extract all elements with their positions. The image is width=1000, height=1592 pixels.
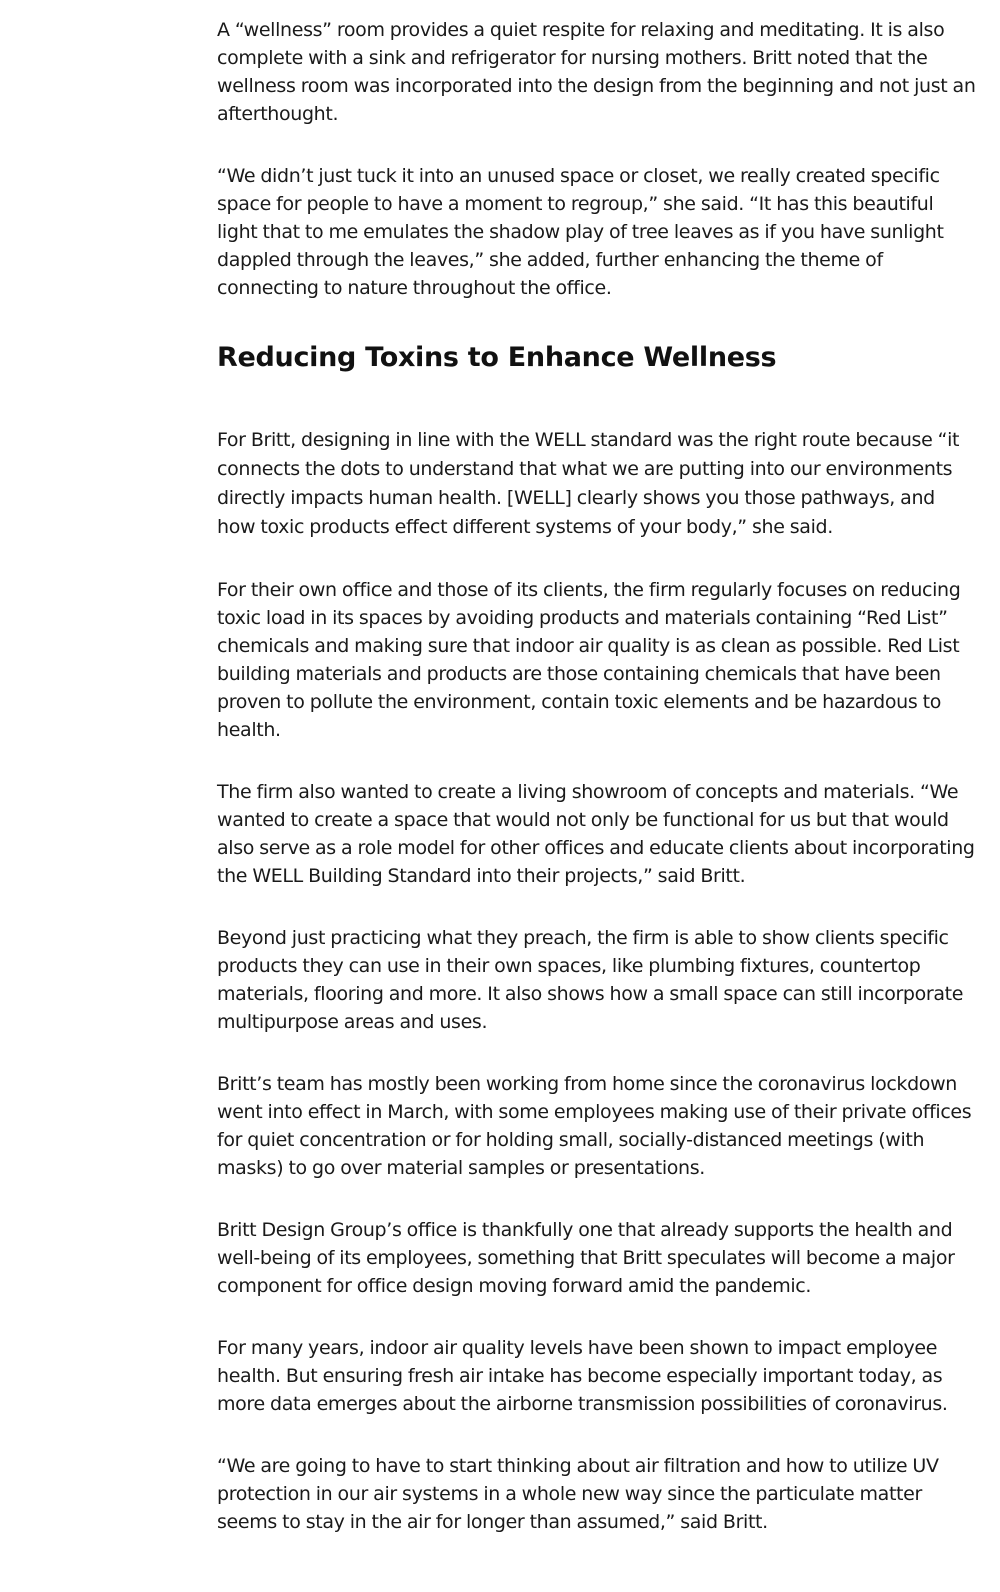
paragraph-wellness-room: A “wellness” room provides a quiet respite for relaxing and meditating. It is also complete with a sink and refrigerator for nursing mothers. Britt noted that the wellness room was incorporated into the design from the beginning and not just an afterthought. bbox=[217, 19, 976, 125]
paragraph-practicing: Beyond just practicing what they preach, the firm is able to show clients specific products they can use in their own spaces, like plumbing fixtures, countertop materials, flooring and more. It also shows how a small space can still incorporate multipurpose areas and uses. bbox=[217, 927, 964, 1033]
paragraph-air-filtration-quote: “We are going to have to start thinking about air filtration and how to utilize UV protection in our air systems in a whole new way since the particulate matter seems to stay in the air for longer than assumed,” said Britt. bbox=[217, 1455, 939, 1533]
paragraph-living-showroom: The firm also wanted to create a living showroom of concepts and materials. “We wanted to create a space that would not only be functional for us but that would also serve as a role model for other offices and educate clients about incorporating the WELL Building Standard into their projects,” said Britt. bbox=[217, 781, 975, 887]
paragraph-regroup-quote: “We didn’t just tuck it into an unused space or closet, we really created specific space for people to have a moment to regroup,” she said. “It has this beautiful light that to me emulates the shadow play of tree leaves as if you have sunlight dappled through the leaves,” she added, further enhancing the theme of connecting to nature throughout the office. bbox=[217, 165, 944, 299]
paragraph-well-standard: For Britt, designing in line with the WELL standard was the right route because “it connects the dots to understand that what we are putting into our environments directly impacts human health. [WELL] clearly shows you those pathways, and how toxic products effect different systems of your body,” she said. bbox=[217, 429, 960, 538]
article-body bbox=[217, 16, 977, 1536]
paragraph-air-quality: For many years, indoor air quality levels have been shown to impact employee health. But ensuring fresh air intake has become especially important today, as more data emerges about the airborne transmission possibilities of coronavirus. bbox=[217, 1337, 948, 1415]
section-heading: Reducing Toxins to Enhance Wellness bbox=[217, 342, 777, 373]
paragraph-health-wellbeing: Britt Design Group’s office is thankfully one that already supports the health and well-being of its employees, something that Britt speculates will become a major component for office design moving forward amid the pandemic. bbox=[217, 1219, 955, 1297]
paragraph-red-list: For their own office and those of its clients, the firm regularly focuses on reducing toxic load in its spaces by avoiding products and materials containing “Red List” chemicals and making sure that indoor air quality is as clean as possible. Red List building materials and products are those containing chemicals that have been proven to pollute the environment, contain toxic elements and be hazardous to health. bbox=[217, 579, 961, 741]
paragraph-working-from-home: Britt’s team has mostly been working from home since the coronavirus lockdown went into effect in March, with some employees making use of their private offices for quiet concentration or for holding small, socially-distanced meetings (with masks) to go over material samples or presentations. bbox=[217, 1073, 972, 1179]
